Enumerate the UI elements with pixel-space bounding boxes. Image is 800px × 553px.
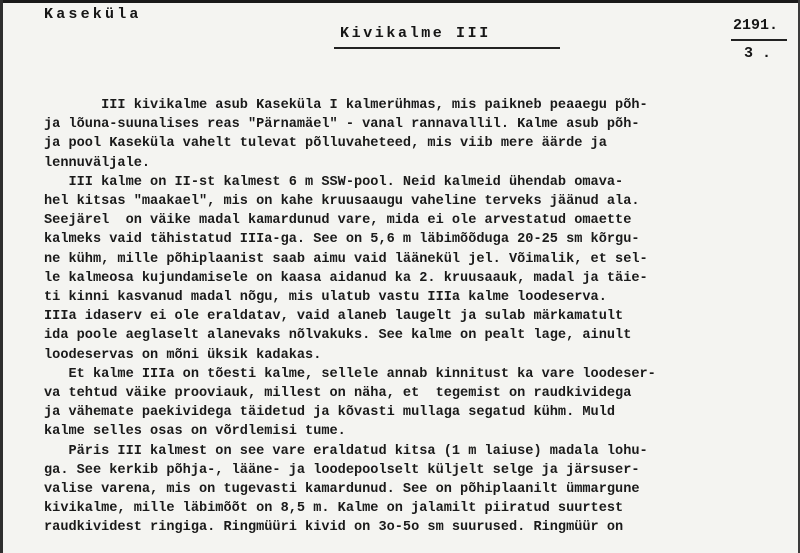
number-rule	[731, 39, 787, 41]
text-line: ti kinni kasvanud madal nõgu, mis ulatub vastu IIIa kalme loodeserva.	[44, 290, 607, 306]
text-line: ne kühm, mille põhiplaanist saab aimu vaid läänekül jel. Võimalik, et sel-	[44, 251, 648, 267]
text-line: kalmeks vaid tähistatud IIIa-ga. See on 5,6 m läbimõõduga 20-25 sm kõrgu-	[44, 232, 640, 248]
text-line: le kalmeosa kujundamisele on kaasa aidanud ka 2. kruusaauk, madal ja täie-	[44, 270, 648, 286]
body-text	[44, 96, 794, 538]
text-line: lennuväljale.	[44, 155, 151, 171]
page-number: 3 .	[744, 45, 772, 62]
text-line: IIIa idaserv ei ole eraldatav, vaid alaneb laugelt ja sulab märkamatult	[44, 309, 624, 325]
text-line: ida poole aeglaselt alanevaks nõlvakuks. See kalme on pealt lage, ainult	[44, 328, 632, 344]
text-line: Päris III kalmest on see vare eraldatud kitsa (1 m laiuse) madala lohu-	[44, 443, 648, 459]
text-line: III kalme on II-st kalmest 6 m SSW-pool. Neid kalmeid ühendab omava-	[44, 174, 624, 190]
text-line: valise varena, mis on tugevasti kamardunud. See on põhiplaanilt ümmargune	[44, 482, 640, 498]
text-line: ja vähemate paekividega täidetud ja kõvasti mullaga segatud kühm. Muld	[44, 405, 616, 421]
film-edge-top	[0, 0, 800, 3]
text-line: va tehtud väike prooviauk, millest on näha, et tegemist on raudkividega	[44, 386, 632, 402]
text-line: ga. See kerkib põhja-, lääne- ja loodepoolselt küljelt selge ja järsuser-	[44, 462, 640, 478]
document-number: 2191.	[733, 17, 779, 34]
text-line: hel kitsas "maakael", mis on kahe kruusaaugu vaheline terveks jäänud ala.	[44, 194, 640, 210]
text-line: III kivikalme asub Kaseküla I kalmerühmas, mis paikneb peaaegu põh-	[44, 98, 648, 113]
text-line: Seejärel on väike madal kamardunud vare, mida ei ole arvestatud omaette	[44, 213, 632, 229]
text-line: kivikalme, mille läbimõõt on 8,5 m. Kalme on jalamilt piiratud suurtest	[44, 501, 624, 517]
text-line: raudkividest ringiga. Ringmüüri kivid on 3o-5o sm suurused. Ringmüür on	[44, 520, 624, 536]
film-edge-left	[0, 0, 3, 553]
text-line: ja pool Kaseküla vahelt tulevat põlluvaheteed, mis viib mere äärde ja	[44, 136, 607, 152]
place-name: Kaseküla	[44, 6, 142, 23]
text-line: kalme selles osas on võrdlemisi tume.	[44, 424, 346, 440]
text-line: Et kalme IIIa on tõesti kalme, sellele annab kinnitust ka vare loodeser-	[44, 366, 656, 382]
title-underline	[334, 47, 560, 49]
page-title: Kivikalme III	[340, 25, 491, 42]
text-line: loodeservas on mõni üksik kadakas.	[44, 347, 322, 363]
text-line: ja lõuna-suunalises reas "Pärnamäel" - vanal rannavallil. Kalme asub põh-	[44, 117, 640, 133]
